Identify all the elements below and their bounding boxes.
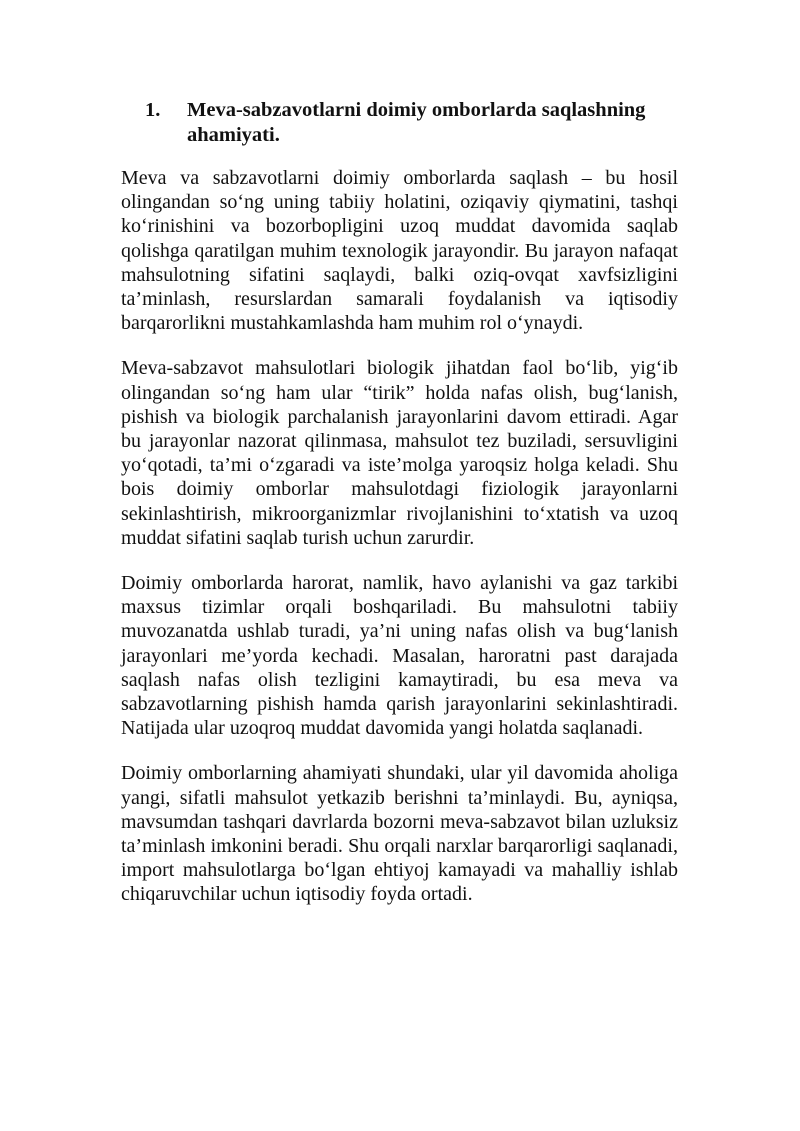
body-text	[121, 166, 678, 928]
section-number: 1.	[145, 99, 161, 121]
section-heading	[145, 98, 690, 148]
paragraph: Doimiy omborlarning ahamiyati shundaki, ular yil davomida aholiga yangi, sifatli mahsulot yetkazib berishni ta’minlaydi. Bu, ayniqsa, mavsumdan tashqari davrlarda bozorni meva-sabzavot bilan uzluksiz ta’minlash imkonini beradi. Shu orqali narxlar barqarorligi saqlanadi, import mahsulotlarga bo‘lgan ehtiyoj kamayadi va mahalliy ishlab chiqaruvchilar uchun iqtisodiy foyda ortadi.	[121, 762, 678, 906]
section-title: Meva-sabzavotlarni doimiy omborlarda saqlashning ahamiyati.	[187, 99, 646, 146]
paragraph: Meva va sabzavotlarni doimiy omborlarda saqlash – bu hosil olingandan so‘ng uning tabiiy holatini, oziqaviy qiymatini, tashqi ko‘rinishini va bozorbopligini uzoq muddat davomida saqlab qolishga qaratilgan muhim texnologik jarayondir. Bu jarayon nafaqat mahsulotning sifatini saqlaydi, balki oziq-ovqat xavfsizligini ta’minlash, resurslardan samarali foydalanish va iqtisodiy barqarorlikni mustahkamlashda ham muhim rol o‘ynaydi.	[121, 167, 678, 335]
paragraph: Doimiy omborlarda harorat, namlik, havo aylanishi va gaz tarkibi maxsus tizimlar orqali boshqariladi. Bu mahsulotni tabiiy muvozanatda ushlab turadi, ya’ni uning nafas olish va bug‘lanish jarayonlari me’yorda kechadi. Masalan, haroratni past darajada saqlash nafas olish tezligini kamaytiradi, bu esa meva va sabzavotlarning pishish hamda qarish jarayonlarini sekinlashtiradi. Natijada ular uzoqroq muddat davomida yangi holatda saqlanadi.	[121, 572, 678, 740]
paragraph: Meva-sabzavot mahsulotlari biologik jihatdan faol bo‘lib, yig‘ib olingandan so‘ng ham ular “tirik” holda nafas olish, bug‘lanish, pishish va biologik parchalanish jarayonlarini davom ettiradi. Agar bu jarayonlar nazorat qilinmasa, mahsulot tez buziladi, sersuvligini yo‘qotadi, ta’mi o‘zgaradi va iste’molga yaroqsiz holga keladi. Shu bois doimiy omborlar mahsulotdagi fiziologik jarayonlarni sekinlashtirish, mikroorganizmlar rivojlanishini to‘xtatish va uzoq muddat sifatini saqlab turish uchun zarurdir.	[121, 357, 678, 549]
